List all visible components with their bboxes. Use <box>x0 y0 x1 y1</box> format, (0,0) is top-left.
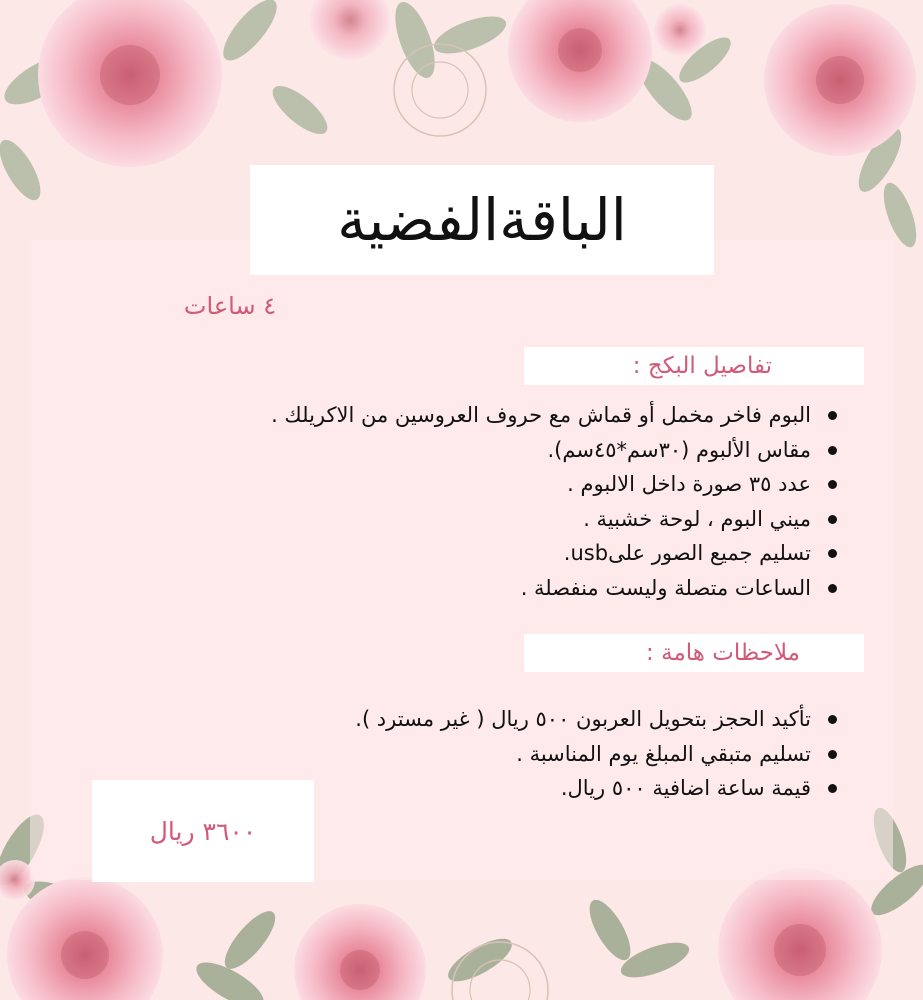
package-price: ٣٦٠٠ ريال <box>149 816 257 846</box>
price-box <box>92 780 314 882</box>
list-item: مقاس الألبوم (٣٠سم*٤٥سم). <box>51 433 811 468</box>
package-title: الباقةالفضية <box>337 186 627 254</box>
list-item: تأكيد الحجز بتحويل العربون ٥٠٠ ريال ( غير مسترد ). <box>51 702 811 737</box>
title-box <box>250 165 714 275</box>
notes-heading: ملاحظات هامة : <box>646 640 800 666</box>
details-list <box>51 398 835 605</box>
list-item: تسليم جميع الصور علىusb. <box>51 536 811 571</box>
list-item: الساعات متصلة وليست منفصلة . <box>51 571 811 606</box>
notes-heading-box <box>524 634 864 672</box>
details-heading: تفاصيل البكج : <box>632 353 772 379</box>
list-item: قيمة ساعة اضافية ٥٠٠ ريال. <box>51 771 811 806</box>
list-item: ميني البوم ، لوحة خشبية . <box>51 502 811 537</box>
details-heading-box <box>524 347 864 385</box>
list-item: البوم فاخر مخمل أو قماش مع حروف العروسين من الاكريلك . <box>51 398 811 433</box>
list-item: تسليم متبقي المبلغ يوم المناسبة . <box>51 737 811 772</box>
list-item: عدد ٣٥ صورة داخل الالبوم . <box>51 467 811 502</box>
package-hours: ٤ ساعات <box>183 292 277 320</box>
